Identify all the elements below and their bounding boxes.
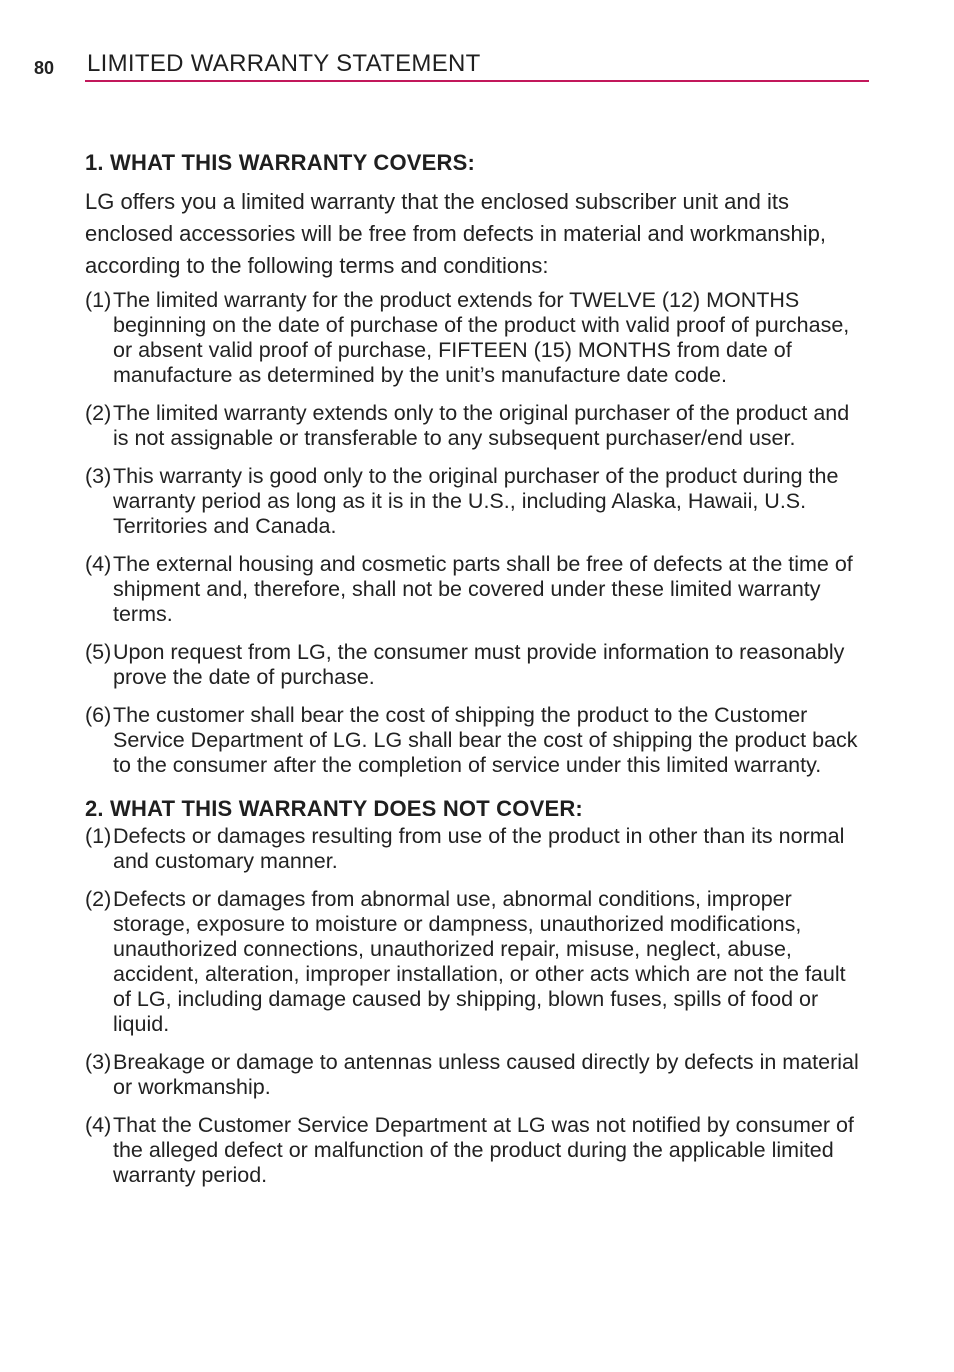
section-covers — [85, 150, 869, 778]
item-text: The limited warranty extends only to the original purchaser of the product and is not assignable or transferable to any subsequent purchaser/end user. — [113, 401, 850, 450]
item-text: The external housing and cosmetic parts shall be free of defects at the time of shipment and, therefore, shall not be covered under these limited warranty terms. — [113, 552, 853, 626]
item-number: (4) — [85, 1113, 112, 1137]
intro-paragraph: LG offers you a limited warranty that the enclosed subscriber unit and its enclosed accessories will be free from defects in material and workmanship, according to the following terms and conditions: — [85, 189, 826, 278]
list-item — [85, 288, 869, 388]
item-text: That the Customer Service Department at LG was not notified by consumer of the alleged defect or malfunction of the product during the applicable limited warranty period. — [113, 1113, 854, 1187]
list-item — [85, 824, 869, 874]
list-item — [85, 703, 869, 778]
item-text: Breakage or damage to antennas unless caused directly by defects in material or workmanship. — [113, 1050, 859, 1099]
item-number: (2) — [85, 887, 112, 911]
list-item — [85, 1113, 869, 1188]
item-number: (1) — [85, 288, 112, 312]
item-number: (4) — [85, 552, 112, 576]
exclusions-list — [85, 824, 869, 1188]
item-number: (5) — [85, 640, 112, 664]
list-item — [85, 887, 869, 1037]
list-item — [85, 552, 869, 627]
item-number: (6) — [85, 703, 112, 727]
header-rule — [85, 80, 869, 82]
content — [85, 150, 869, 1188]
item-text: The limited warranty for the product extends for TWELVE (12) MONTHS beginning on the date of purchase of the product with valid proof of purchase, or absent valid proof of purchase, FIFTEEN (15) MONTHS from date of manufacture as determined by the unit’s manufacture date code. — [113, 288, 850, 387]
list-item — [85, 464, 869, 539]
item-number: (1) — [85, 824, 112, 848]
covers-list — [85, 288, 869, 778]
item-text: Defects or damages resulting from use of the product in other than its normal and customary manner. — [113, 824, 845, 873]
item-number: (2) — [85, 401, 112, 425]
page-number: 80 — [34, 58, 55, 78]
item-text: Upon request from LG, the consumer must provide information to reasonably prove the date of purchase. — [113, 640, 845, 689]
list-item — [85, 401, 869, 451]
section-heading: 1. WHAT THIS WARRANTY COVERS: — [85, 150, 475, 175]
item-number: (3) — [85, 1050, 112, 1074]
item-number: (3) — [85, 464, 112, 488]
section-heading: 2. WHAT THIS WARRANTY DOES NOT COVER: — [85, 796, 583, 821]
list-item — [85, 640, 869, 690]
list-item — [85, 1050, 869, 1100]
section-does-not-cover — [85, 796, 869, 1188]
item-text: The customer shall bear the cost of shipping the product to the Customer Service Department of LG. LG shall bear the cost of shipping the product back to the consumer after the completion of service under this limited warranty. — [113, 703, 858, 777]
header-title: LIMITED WARRANTY STATEMENT — [87, 50, 481, 77]
item-text: This warranty is good only to the original purchaser of the product during the warranty period as long as it is in the U.S., including Alaska, Hawaii, U.S. Territories and Canada. — [113, 464, 839, 538]
item-text: Defects or damages from abnormal use, abnormal conditions, improper storage, exposure to moisture or dampness, unauthorized modifications, unauthorized connections, unauthorized repair, misuse, neglect, abuse, accident, alteration, improper installation, or other acts which are not the fault of LG, including damage caused by shipping, blown fuses, spills of food or liquid. — [113, 887, 846, 1036]
